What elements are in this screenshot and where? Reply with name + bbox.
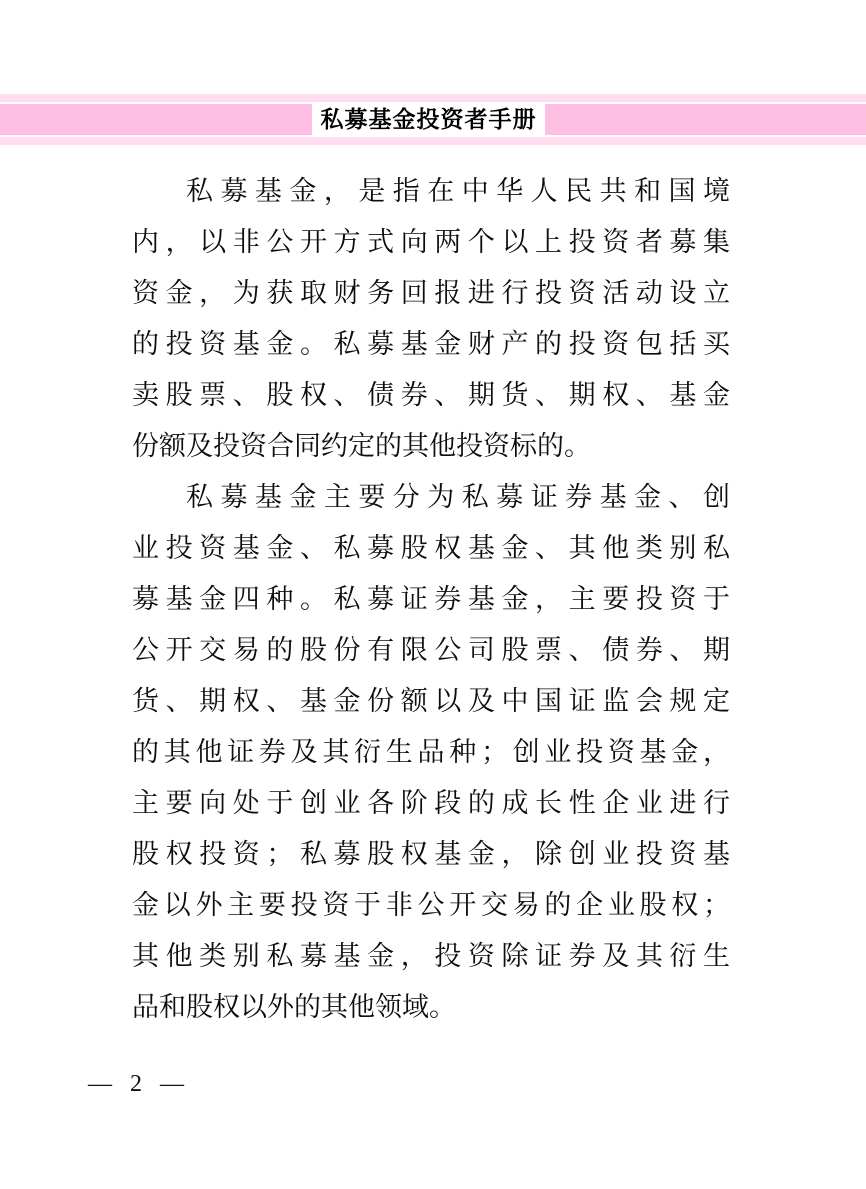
body-line: 金以外主要投资于非公开交易的企业股权；: [132, 890, 730, 920]
header-stripe-top: [0, 94, 866, 102]
body-line: 私募基金，是指在中华人民共和国境: [186, 176, 730, 206]
body-line: 资金，为获取财务回报进行投资活动设立: [132, 278, 730, 308]
body-line: 募基金四种。私募证券基金，主要投资于: [132, 584, 730, 614]
body-line: 公开交易的股份有限公司股票、债券、期: [132, 635, 730, 665]
body-line: 主要向处于创业各阶段的成长性企业进行: [132, 788, 730, 818]
running-head-title: 私募基金投资者手册: [320, 106, 537, 132]
page-number: — 2 —: [88, 1071, 186, 1097]
body-line: 内，以非公开方式向两个以上投资者募集: [132, 227, 730, 257]
body-line: 货、期权、基金份额以及中国证监会规定: [132, 686, 730, 716]
body-line: 股权投资；私募股权基金，除创业投资基: [132, 839, 730, 869]
body-line: 私募基金主要分为私募证券基金、创: [186, 482, 730, 512]
body-line: 的投资基金。私募基金财产的投资包括买: [132, 329, 730, 359]
body-line: 品和股权以外的其他领域。: [132, 992, 456, 1022]
body-line: 份额及投资合同约定的其他投资标的。: [132, 431, 591, 461]
header-band-left: [0, 104, 312, 135]
body-line: 业投资基金、私募股权基金、其他类别私: [132, 533, 730, 563]
header-stripe-bottom: [0, 137, 866, 145]
body-line: 其他类别私募基金，投资除证券及其衍生: [132, 941, 730, 971]
body-line: 的其他证券及其衍生品种；创业投资基金，: [132, 737, 730, 767]
body-text: [132, 166, 730, 1033]
body-line: 卖股票、股权、债券、期货、期权、基金: [132, 380, 730, 410]
header-band-right: [545, 104, 866, 135]
